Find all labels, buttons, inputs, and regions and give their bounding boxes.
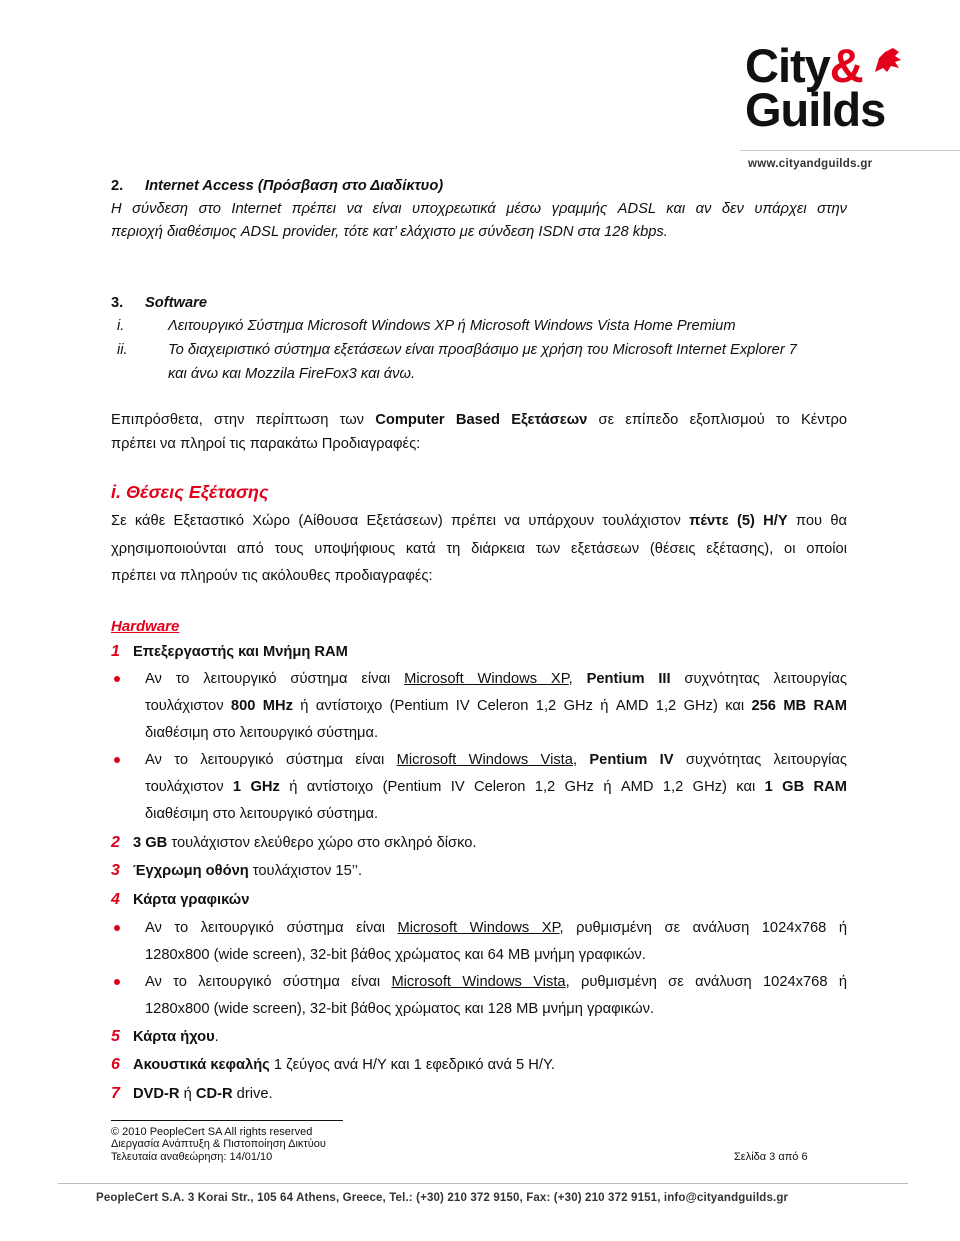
header-divider [740, 150, 960, 151]
software-item-marker: i. [117, 318, 125, 334]
section2-line1: Η σύνδεση στο Internet πρέπει να είναι υποχρεωτικά μέσω γραμμής ADSL και αν δεν υπάρχει στην [111, 201, 847, 217]
text-span-underline: Microsoft Windows XP [397, 920, 560, 936]
text-span: τουλάχιστον 15’’. [248, 863, 363, 879]
text-span-bold: 3 GB [133, 835, 168, 851]
text-span-bold: πέντε (5) Η/Υ [689, 513, 788, 529]
text-span: ή [179, 1086, 196, 1102]
section2-title-row [111, 174, 847, 198]
hw-item-number: 6 [111, 1056, 120, 1073]
hw-item-1 [111, 641, 348, 663]
text-span: , [572, 752, 590, 768]
logo-city: City [745, 39, 830, 92]
hw-item-number: 1 [111, 643, 120, 660]
hw1-b1-line3: διαθέσιμη στο λειτουργικό σύστημα. [145, 725, 379, 741]
hw-item-4 [111, 889, 249, 911]
bullet-icon [114, 979, 120, 985]
section3-title-row [111, 291, 847, 315]
section3-title: Software [145, 295, 208, 311]
hw-item-number: 4 [111, 891, 120, 908]
hw-item-7 [111, 1083, 273, 1105]
hw-item-5 [111, 1026, 219, 1048]
city-and-guilds-logo [745, 39, 910, 136]
lion-icon [871, 44, 905, 78]
footer-address: PeopleCert S.A. 3 Korai Str., 105 64 Athens, Greece, Tel.: (+30) 210 372 9150, Fax: (+30) 210 372 9151, info@cityandguilds.gr [96, 1192, 789, 1204]
text-span: Αν το λειτουργικό σύστημα είναι [145, 752, 397, 768]
footer-revision: Τελευταία αναθεώρηση: 14/01/10 [111, 1151, 273, 1163]
logo-ampersand: & [829, 39, 863, 92]
hw-item-title: Κάρτα γραφικών [133, 892, 250, 908]
text-span: drive. [232, 1086, 273, 1102]
text-span: , [568, 671, 587, 687]
text-span-bold: Ακουστικά κεφαλής [133, 1057, 270, 1073]
text-span-bold: 1 GB RAM [764, 779, 847, 795]
text-span: τουλάχιστον [145, 698, 231, 714]
positions-line2: χρησιμοποιούνται από τους υποψήφιους κατά τη διάρκεια των εξετάσεων (θέσεις εξέτασης), οι οποίοι [111, 541, 847, 557]
hw-item-number: 3 [111, 862, 120, 879]
hw-item-3 [111, 860, 362, 882]
text-span-bold: Pentium III [586, 671, 671, 687]
hw4-b1-line1 [145, 915, 847, 942]
hw-item-2 [111, 832, 477, 854]
footer-copyright: © 2010 PeopleCert SA All rights reserved [111, 1126, 313, 1138]
footer-page-number: Σελίδα 3 από 6 [734, 1151, 808, 1163]
software-item-text-cont: και άνω και Mozzila FireFox3 και άνω. [168, 366, 416, 382]
text-span-underline: Microsoft Windows XP [404, 671, 569, 687]
text-span-bold: 1 GHz [232, 779, 280, 795]
text-span: . [214, 1029, 219, 1045]
text-span-underline: Microsoft Windows Vista [396, 752, 573, 768]
text-span-bold: Computer Based Εξετάσεων [375, 412, 588, 428]
header-url: www.cityandguilds.gr [748, 158, 873, 170]
hw4-b2-line1 [145, 969, 847, 996]
hw1-b2-line2 [145, 774, 847, 801]
hw1-b1-line2 [145, 693, 847, 720]
text-span: ή αντίστοιχο (Pentium IV Celeron 1,2 GHz ή AMD 1,2 GHz) και [292, 698, 752, 714]
text-span: Σε κάθε Εξεταστικό Χώρο (Αίθουσα Εξετάσεων) πρέπει να υπάρχουν τουλάχιστον [111, 513, 690, 529]
hardware-heading: Hardware [111, 618, 180, 635]
bottom-divider [58, 1183, 908, 1184]
text-span: τουλάχιστον ελεύθερο χώρο στο σκληρό δίσκο. [167, 835, 477, 851]
footer-rule [111, 1120, 343, 1121]
text-span: συχνότητας λειτουργίας [673, 752, 847, 768]
hw1-b2-line1 [145, 747, 847, 774]
text-span: που θα [787, 513, 847, 529]
positions-line1 [111, 507, 847, 535]
text-span-bold: Pentium IV [589, 752, 674, 768]
text-span: Αν το λειτουργικό σύστημα είναι [145, 974, 392, 990]
section2-line2: περιοχή διαθέσιμος ADSL provider, τότε κατ’ ελάχιστο με σύνδεση ISDN στα 128 kbps. [111, 224, 668, 240]
hw-item-title: Επεξεργαστής και Μνήμη RAM [133, 644, 348, 660]
bullet-icon [114, 925, 120, 931]
hw-item-number: 2 [111, 834, 120, 851]
hw-item-6 [111, 1054, 555, 1076]
additional-line1 [111, 408, 847, 432]
hw1-b2-line3: διαθέσιμη στο λειτουργικό σύστημα. [145, 806, 379, 822]
bullet-icon [114, 757, 120, 763]
section2-title: Internet Access (Πρόσβαση στο Διαδίκτυο) [145, 178, 444, 194]
text-span-bold: 256 MB RAM [751, 698, 847, 714]
hw4-b1-line2: 1280x800 (wide screen), 32-bit βάθος χρώματος και 64 MB μνήμη γραφικών. [145, 947, 646, 963]
text-span-bold: Έγχρωμη οθόνη [133, 863, 249, 879]
hw-item-number: 7 [111, 1085, 120, 1102]
text-span: Αν το λειτουργικό σύστημα είναι [145, 671, 405, 687]
text-span-bold: Κάρτα ήχου [133, 1029, 215, 1045]
text-span: , ρυθμισμένη σε ανάλυση 1024x768 ή [559, 920, 847, 936]
text-span: Αν το λειτουργικό σύστημα είναι [145, 920, 398, 936]
positions-line3: πρέπει να πληρούν τις ακόλουθες προδιαγραφές: [111, 568, 433, 584]
logo-guilds: Guilds [745, 83, 886, 136]
text-span: συχνότητας λειτουργίας [670, 671, 847, 687]
text-span-underline: Microsoft Windows Vista [391, 974, 566, 990]
text-span: , ρυθμισμένη σε ανάλυση 1024x768 ή [565, 974, 847, 990]
footer-process: Διεργασία Ανάπτυξη & Πιστοποίηση Δικτύου [111, 1138, 326, 1150]
hw1-b1-line1 [145, 666, 847, 693]
section3-number: 3. [111, 295, 124, 311]
software-item-text: Το διαχειριστικό σύστημα εξετάσεων είναι προσβάσιμο με χρήση του Microsoft Internet Explorer 7 [168, 342, 797, 358]
text-span: τουλάχιστον [145, 779, 233, 795]
text-span-bold: 800 MHz [230, 698, 293, 714]
section2-number: 2. [111, 178, 124, 194]
text-span: 1 ζεύγος ανά Η/Υ και 1 εφεδρικό ανά 5 Η/Υ. [269, 1057, 555, 1073]
software-item-marker: ii. [117, 342, 128, 358]
text-span: ή αντίστοιχο (Pentium IV Celeron 1,2 GHz ή AMD 1,2 GHz) και [279, 779, 765, 795]
text-span-bold: DVD-R [133, 1086, 180, 1102]
bullet-icon [114, 676, 120, 682]
hw-item-number: 5 [111, 1028, 120, 1045]
text-span-bold: CD-R [195, 1086, 233, 1102]
hw4-b2-line2: 1280x800 (wide screen), 32-bit βάθος χρώματος και 128 MB μνήμη γραφικών. [145, 1001, 654, 1017]
additional-line2: πρέπει να πληροί τις παρακάτω Προδιαγραφές: [111, 436, 421, 452]
text-span: Επιπρόσθετα, στην περίπτωση των [111, 412, 376, 428]
text-span: σε επίπεδο εξοπλισμού το Κέντρο [587, 412, 847, 428]
positions-heading: i. Θέσεις Εξέτασης [111, 482, 269, 502]
software-item-text: Λειτουργικό Σύστημα Microsoft Windows XP ή Microsoft Windows Vista Home Premium [168, 318, 736, 334]
